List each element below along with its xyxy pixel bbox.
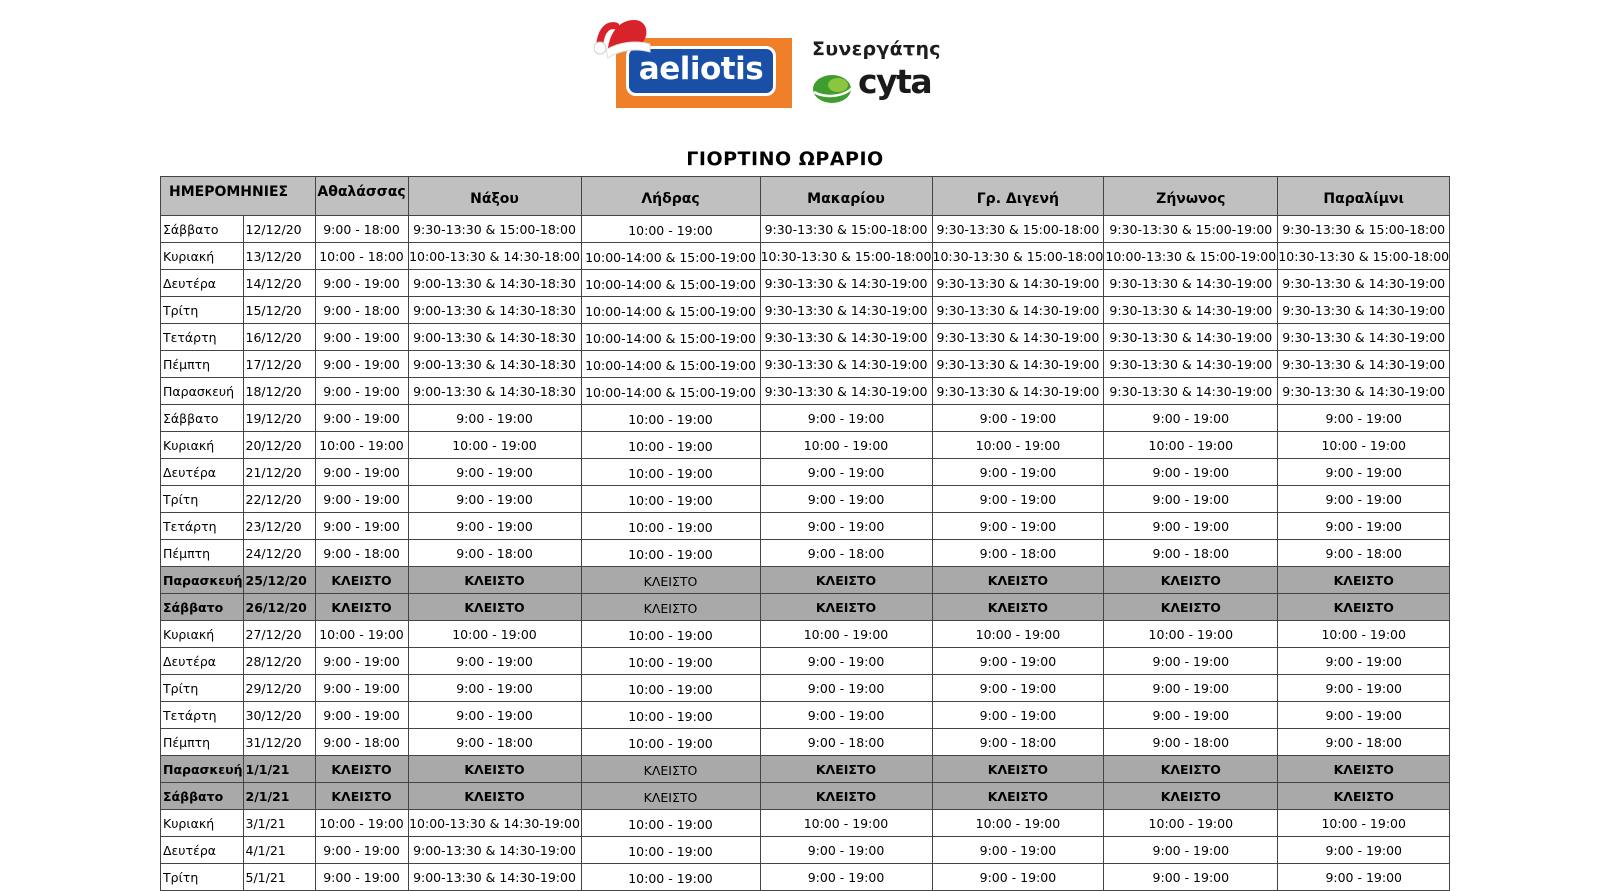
store-hours-cell: 9:00 - 19:00 — [1104, 405, 1278, 432]
table-row — [161, 324, 1450, 351]
row-date: 5/1/21 — [243, 864, 315, 891]
row-date: 3/1/21 — [243, 810, 315, 837]
store-hours-cell: 9:30-13:30 & 14:30-19:00 — [1104, 351, 1278, 378]
store-hours-cell: 9:30-13:30 & 15:00-18:00 — [408, 216, 581, 243]
store-hours-cell: 9:00-13:30 & 14:30-19:00 — [408, 837, 581, 864]
store-hours-cell: 10:00 - 19:00 — [581, 675, 760, 702]
row-day: Δευτέρα — [161, 837, 244, 864]
store-hours-cell: 9:30-13:30 & 14:30-19:00 — [1278, 297, 1450, 324]
row-day: Τρίτη — [161, 297, 244, 324]
store-hours-cell: 10:30-13:30 & 15:00-18:00 — [932, 243, 1104, 270]
table-row — [161, 783, 1450, 810]
store-hours-cell: 9:30-13:30 & 14:30-19:00 — [760, 297, 932, 324]
header-store: Μακαρίου — [760, 177, 932, 216]
row-date: 4/1/21 — [243, 837, 315, 864]
row-day: Κυριακή — [161, 621, 244, 648]
header-dates: ΗΜΕΡΟΜΗΝΙΕΣ — [161, 177, 316, 216]
store-hours-cell: 9:30-13:30 & 14:30-19:00 — [932, 351, 1104, 378]
store-hours-cell: 9:00-13:30 & 14:30-18:30 — [408, 351, 581, 378]
store-hours-cell: 9:00 - 19:00 — [1278, 513, 1450, 540]
store-hours-cell: 9:00 - 19:00 — [1278, 486, 1450, 513]
store-hours-cell: 10:00 - 19:00 — [581, 432, 760, 459]
row-date: 31/12/20 — [243, 729, 315, 756]
store-hours-cell: 10:00 - 19:00 — [581, 486, 760, 513]
table-row — [161, 756, 1450, 783]
store-hours-cell: ΚΛΕΙΣΤΟ — [1278, 594, 1450, 621]
table-row — [161, 432, 1450, 459]
store-hours-cell: 10:00 - 19:00 — [581, 459, 760, 486]
row-date: 23/12/20 — [243, 513, 315, 540]
schedule-body — [161, 216, 1450, 891]
table-row — [161, 513, 1450, 540]
store-hours-cell: 9:00 - 19:00 — [1104, 513, 1278, 540]
store-hours-cell: 9:00 - 19:00 — [760, 405, 932, 432]
store-hours-cell: 9:00 - 19:00 — [760, 648, 932, 675]
row-date: 1/1/21 — [243, 756, 315, 783]
store-hours-cell: 9:00 - 19:00 — [408, 675, 581, 702]
header-store: Παραλίμνι — [1278, 177, 1450, 216]
store-hours-cell: 10:00 - 19:00 — [760, 810, 932, 837]
row-date: 19/12/20 — [243, 405, 315, 432]
row-day: Τετάρτη — [161, 324, 244, 351]
store-hours-cell: 9:00 - 18:00 — [1278, 729, 1450, 756]
row-day: Δευτέρα — [161, 270, 244, 297]
header-store: Αθαλάσσας — [315, 177, 408, 216]
row-day: Παρασκευή — [161, 378, 244, 405]
store-hours-cell: ΚΛΕΙΣΤΟ — [315, 756, 408, 783]
cyta-globe-icon — [810, 68, 858, 108]
row-day: Τρίτη — [161, 675, 244, 702]
store-hours-cell: 10:00 - 19:00 — [1278, 810, 1450, 837]
store-hours-cell: 9:30-13:30 & 14:30-19:00 — [1104, 324, 1278, 351]
store-hours-cell: 9:00-13:30 & 14:30-18:30 — [408, 297, 581, 324]
store-hours-cell: 9:00 - 19:00 — [932, 864, 1104, 891]
store-hours-cell: 9:00 - 19:00 — [1104, 702, 1278, 729]
store-hours-cell: 9:00 - 19:00 — [408, 405, 581, 432]
row-day: Σάββατο — [161, 594, 244, 621]
cyta-logo — [810, 62, 940, 108]
store-hours-cell: 9:00 - 19:00 — [1104, 837, 1278, 864]
store-hours-cell: ΚΛΕΙΣΤΟ — [932, 567, 1104, 594]
store-hours-cell: 9:30-13:30 & 14:30-19:00 — [760, 324, 932, 351]
row-date: 30/12/20 — [243, 702, 315, 729]
store-hours-cell: 9:30-13:30 & 14:30-19:00 — [1278, 270, 1450, 297]
store-hours-cell: 9:00 - 19:00 — [315, 837, 408, 864]
store-hours-cell: 9:00 - 19:00 — [315, 405, 408, 432]
store-hours-cell: ΚΛΕΙΣΤΟ — [408, 567, 581, 594]
store-hours-cell: 10:00 - 19:00 — [315, 810, 408, 837]
store-hours-cell: 9:30-13:30 & 14:30-19:00 — [760, 270, 932, 297]
store-hours-cell: 9:00 - 19:00 — [408, 648, 581, 675]
store-hours-cell: 9:00 - 19:00 — [1278, 459, 1450, 486]
store-hours-cell: 10:00 - 19:00 — [408, 621, 581, 648]
store-hours-cell: 9:00 - 19:00 — [408, 702, 581, 729]
holiday-schedule-table — [160, 176, 1450, 891]
store-hours-cell: 9:30-13:30 & 14:30-19:00 — [760, 351, 932, 378]
store-hours-cell: 9:30-13:30 & 15:00-18:00 — [1278, 216, 1450, 243]
store-hours-cell: 9:00 - 19:00 — [408, 486, 581, 513]
store-hours-cell: ΚΛΕΙΣΤΟ — [315, 783, 408, 810]
row-day: Πέμπτη — [161, 351, 244, 378]
table-row — [161, 405, 1450, 432]
store-hours-cell: 9:00 - 19:00 — [408, 513, 581, 540]
page-title-text: ΓΙΟΡΤΙΝΟ ΩΡΑΡΙΟ — [686, 148, 884, 170]
logo-area — [594, 8, 954, 112]
store-hours-cell: 10:00-14:00 & 15:00-19:00 — [581, 351, 760, 378]
store-hours-cell: ΚΛΕΙΣΤΟ — [1104, 756, 1278, 783]
store-hours-cell: 9:00 - 19:00 — [1278, 702, 1450, 729]
store-hours-cell: 10:00 - 19:00 — [408, 432, 581, 459]
store-hours-cell: 9:00 - 19:00 — [932, 837, 1104, 864]
row-date: 2/1/21 — [243, 783, 315, 810]
store-hours-cell: ΚΛΕΙΣΤΟ — [581, 594, 760, 621]
store-hours-cell: 9:00 - 19:00 — [315, 513, 408, 540]
store-hours-cell: 9:00 - 19:00 — [760, 459, 932, 486]
row-date: 28/12/20 — [243, 648, 315, 675]
row-day: Τρίτη — [161, 864, 244, 891]
header-store: Ζήνωνος — [1104, 177, 1278, 216]
santa-hat-icon — [594, 8, 654, 68]
store-hours-cell: ΚΛΕΙΣΤΟ — [760, 756, 932, 783]
store-hours-cell: 10:00-14:00 & 15:00-19:00 — [581, 378, 760, 405]
store-hours-cell: 10:00 - 19:00 — [581, 729, 760, 756]
row-date: 15/12/20 — [243, 297, 315, 324]
store-hours-cell: 9:00 - 19:00 — [315, 702, 408, 729]
store-hours-cell: ΚΛΕΙΣΤΟ — [1104, 567, 1278, 594]
store-hours-cell: 9:30-13:30 & 14:30-19:00 — [932, 324, 1104, 351]
partner-label: Συνεργάτης — [812, 38, 941, 60]
store-hours-cell: 9:00 - 19:00 — [315, 351, 408, 378]
store-hours-cell: 9:00-13:30 & 14:30-18:30 — [408, 324, 581, 351]
store-hours-cell: 9:00 - 18:00 — [315, 297, 408, 324]
row-date: 21/12/20 — [243, 459, 315, 486]
store-hours-cell: 9:00 - 18:00 — [408, 540, 581, 567]
store-hours-cell: 9:00 - 19:00 — [1278, 405, 1450, 432]
store-hours-cell: ΚΛΕΙΣΤΟ — [408, 783, 581, 810]
store-hours-cell: 10:00 - 19:00 — [1104, 432, 1278, 459]
store-hours-cell: 10:00 - 19:00 — [315, 621, 408, 648]
store-hours-cell: 9:00 - 19:00 — [315, 270, 408, 297]
store-hours-cell: ΚΛΕΙΣΤΟ — [315, 567, 408, 594]
table-row — [161, 297, 1450, 324]
row-day: Σάββατο — [161, 783, 244, 810]
header-store: Νάξου — [408, 177, 581, 216]
store-hours-cell: 9:30-13:30 & 14:30-19:00 — [1104, 378, 1278, 405]
store-hours-cell: 9:00 - 19:00 — [1104, 675, 1278, 702]
store-hours-cell: ΚΛΕΙΣΤΟ — [760, 567, 932, 594]
store-hours-cell: 9:00-13:30 & 14:30-18:30 — [408, 270, 581, 297]
store-hours-cell: ΚΛΕΙΣΤΟ — [1278, 783, 1450, 810]
row-date: 20/12/20 — [243, 432, 315, 459]
store-hours-cell: 10:00 - 19:00 — [581, 648, 760, 675]
table-row — [161, 594, 1450, 621]
store-hours-cell: 10:00 - 19:00 — [581, 864, 760, 891]
store-hours-cell: 10:00-14:00 & 15:00-19:00 — [581, 270, 760, 297]
store-hours-cell: ΚΛΕΙΣΤΟ — [581, 756, 760, 783]
store-hours-cell: 9:30-13:30 & 14:30-19:00 — [1104, 270, 1278, 297]
store-hours-cell: 9:00 - 19:00 — [760, 864, 932, 891]
table-row — [161, 351, 1450, 378]
store-hours-cell: 9:00 - 18:00 — [932, 540, 1104, 567]
row-day: Παρασκευή — [161, 567, 244, 594]
table-row — [161, 810, 1450, 837]
table-header-row — [161, 177, 1450, 216]
store-hours-cell: 9:00 - 19:00 — [315, 648, 408, 675]
row-date: 24/12/20 — [243, 540, 315, 567]
store-hours-cell: 10:00 - 19:00 — [1104, 810, 1278, 837]
store-hours-cell: 9:00 - 19:00 — [1278, 675, 1450, 702]
store-hours-cell: 9:00 - 19:00 — [315, 864, 408, 891]
table-row — [161, 270, 1450, 297]
row-date: 12/12/20 — [243, 216, 315, 243]
store-hours-cell: 9:00 - 19:00 — [315, 486, 408, 513]
store-hours-cell: 9:00 - 19:00 — [932, 405, 1104, 432]
row-date: 26/12/20 — [243, 594, 315, 621]
row-date: 18/12/20 — [243, 378, 315, 405]
store-hours-cell: 10:00 - 18:00 — [315, 243, 408, 270]
store-hours-cell: 9:00 - 19:00 — [1104, 486, 1278, 513]
cyta-logo-text: cyta — [858, 62, 932, 101]
store-hours-cell: 10:00 - 19:00 — [581, 540, 760, 567]
store-hours-cell: ΚΛΕΙΣΤΟ — [1278, 756, 1450, 783]
store-hours-cell: 9:30-13:30 & 15:00-19:00 — [1104, 216, 1278, 243]
store-hours-cell: 10:00 - 19:00 — [581, 837, 760, 864]
table-row — [161, 621, 1450, 648]
row-day: Πέμπτη — [161, 729, 244, 756]
table-row — [161, 459, 1450, 486]
table-row — [161, 729, 1450, 756]
store-hours-cell: 9:30-13:30 & 15:00-18:00 — [760, 216, 932, 243]
store-hours-cell: 9:30-13:30 & 14:30-19:00 — [932, 297, 1104, 324]
row-day: Τετάρτη — [161, 702, 244, 729]
store-hours-cell: 10:00-14:00 & 15:00-19:00 — [581, 243, 760, 270]
store-hours-cell: ΚΛΕΙΣΤΟ — [408, 594, 581, 621]
store-hours-cell: 9:00 - 18:00 — [1278, 540, 1450, 567]
row-date: 27/12/20 — [243, 621, 315, 648]
store-hours-cell: 9:00 - 19:00 — [315, 459, 408, 486]
store-hours-cell: 9:00 - 19:00 — [1104, 648, 1278, 675]
header-store: Γρ. Διγενή — [932, 177, 1104, 216]
store-hours-cell: 9:30-13:30 & 14:30-19:00 — [760, 378, 932, 405]
row-day: Πέμπτη — [161, 540, 244, 567]
table-row — [161, 486, 1450, 513]
row-date: 25/12/20 — [243, 567, 315, 594]
store-hours-cell: 9:00 - 19:00 — [1278, 837, 1450, 864]
store-hours-cell: 9:00 - 19:00 — [760, 486, 932, 513]
store-hours-cell: 9:00 - 19:00 — [932, 675, 1104, 702]
store-hours-cell: 9:30-13:30 & 14:30-19:00 — [932, 378, 1104, 405]
store-hours-cell: 9:30-13:30 & 14:30-19:00 — [932, 270, 1104, 297]
aeliotis-logo-text: aeliotis — [638, 51, 764, 87]
store-hours-cell: 9:00 - 19:00 — [760, 702, 932, 729]
store-hours-cell: 9:00 - 18:00 — [1104, 729, 1278, 756]
store-hours-cell: 9:30-13:30 & 14:30-19:00 — [1278, 351, 1450, 378]
store-hours-cell: 9:00 - 18:00 — [1104, 540, 1278, 567]
store-hours-cell: 9:00-13:30 & 14:30-19:00 — [408, 864, 581, 891]
table-row — [161, 567, 1450, 594]
store-hours-cell: 10:00 - 19:00 — [760, 432, 932, 459]
store-hours-cell: 9:00 - 18:00 — [315, 540, 408, 567]
row-date: 13/12/20 — [243, 243, 315, 270]
store-hours-cell: 9:00 - 19:00 — [932, 486, 1104, 513]
store-hours-cell: ΚΛΕΙΣΤΟ — [1104, 783, 1278, 810]
row-day: Παρασκευή — [161, 756, 244, 783]
store-hours-cell: 9:00 - 19:00 — [932, 513, 1104, 540]
store-hours-cell: 10:00 - 19:00 — [581, 216, 760, 243]
store-hours-cell: 10:00 - 19:00 — [932, 810, 1104, 837]
store-hours-cell: 9:00 - 18:00 — [408, 729, 581, 756]
table-row — [161, 864, 1450, 891]
row-day: Τετάρτη — [161, 513, 244, 540]
store-hours-cell: 10:00 - 19:00 — [932, 621, 1104, 648]
store-hours-cell: 9:00 - 19:00 — [1104, 864, 1278, 891]
store-hours-cell: 10:00 - 19:00 — [581, 513, 760, 540]
store-hours-cell: ΚΛΕΙΣΤΟ — [581, 783, 760, 810]
store-hours-cell: ΚΛΕΙΣΤΟ — [760, 594, 932, 621]
store-hours-cell: 9:00 - 19:00 — [932, 648, 1104, 675]
row-date: 16/12/20 — [243, 324, 315, 351]
store-hours-cell: 10:00-14:00 & 15:00-19:00 — [581, 297, 760, 324]
store-hours-cell: 9:00 - 18:00 — [760, 540, 932, 567]
store-hours-cell: 10:00 - 19:00 — [932, 432, 1104, 459]
row-day: Κυριακή — [161, 243, 244, 270]
store-hours-cell: 10:00-13:30 & 15:00-19:00 — [1104, 243, 1278, 270]
store-hours-cell: 9:00 - 18:00 — [760, 729, 932, 756]
store-hours-cell: 9:00 - 19:00 — [315, 675, 408, 702]
store-hours-cell: 9:00 - 19:00 — [408, 459, 581, 486]
row-date: 29/12/20 — [243, 675, 315, 702]
row-day: Δευτέρα — [161, 648, 244, 675]
store-hours-cell: 10:00 - 19:00 — [1278, 621, 1450, 648]
table-row — [161, 837, 1450, 864]
store-hours-cell: ΚΛΕΙΣΤΟ — [1278, 567, 1450, 594]
store-hours-cell: 10:00 - 19:00 — [760, 621, 932, 648]
row-date: 22/12/20 — [243, 486, 315, 513]
store-hours-cell: 9:00 - 19:00 — [1104, 459, 1278, 486]
row-date: 14/12/20 — [243, 270, 315, 297]
store-hours-cell: ΚΛΕΙΣΤΟ — [760, 783, 932, 810]
row-day: Σάββατο — [161, 405, 244, 432]
store-hours-cell: 10:00 - 19:00 — [1104, 621, 1278, 648]
store-hours-cell: ΚΛΕΙΣΤΟ — [932, 594, 1104, 621]
store-hours-cell: 9:00 - 19:00 — [932, 702, 1104, 729]
store-hours-cell: 9:00 - 19:00 — [760, 513, 932, 540]
table-row — [161, 702, 1450, 729]
store-hours-cell: ΚΛΕΙΣΤΟ — [1104, 594, 1278, 621]
table-row — [161, 648, 1450, 675]
store-hours-cell: 9:30-13:30 & 14:30-19:00 — [1278, 378, 1450, 405]
store-hours-cell: 10:00 - 19:00 — [315, 432, 408, 459]
store-hours-cell: 9:00 - 19:00 — [760, 837, 932, 864]
table-row — [161, 540, 1450, 567]
row-day: Κυριακή — [161, 432, 244, 459]
store-hours-cell: 10:00-13:30 & 14:30-19:00 — [408, 810, 581, 837]
row-day: Τρίτη — [161, 486, 244, 513]
store-hours-cell: 10:00 - 19:00 — [581, 405, 760, 432]
store-hours-cell: 10:30-13:30 & 15:00-18:00 — [760, 243, 932, 270]
store-hours-cell: 9:00 - 19:00 — [760, 675, 932, 702]
store-hours-cell: 10:00 - 19:00 — [1278, 432, 1450, 459]
store-hours-cell: 10:00 - 19:00 — [581, 810, 760, 837]
table-row — [161, 243, 1450, 270]
store-hours-cell: 9:00 - 19:00 — [1278, 648, 1450, 675]
store-hours-cell: ΚΛΕΙΣΤΟ — [315, 594, 408, 621]
store-hours-cell: 9:30-13:30 & 14:30-19:00 — [1104, 297, 1278, 324]
store-hours-cell: 10:00-14:00 & 15:00-19:00 — [581, 324, 760, 351]
store-hours-cell: 9:00 - 19:00 — [1278, 864, 1450, 891]
table-row — [161, 216, 1450, 243]
row-day: Κυριακή — [161, 810, 244, 837]
store-hours-cell: 10:00 - 19:00 — [581, 621, 760, 648]
store-hours-cell: 9:30-13:30 & 14:30-19:00 — [1278, 324, 1450, 351]
store-hours-cell: 9:00-13:30 & 14:30-18:30 — [408, 378, 581, 405]
header-store: Λήδρας — [581, 177, 760, 216]
table-row — [161, 675, 1450, 702]
row-day: Σάββατο — [161, 216, 244, 243]
store-hours-cell: 9:00 - 18:00 — [315, 729, 408, 756]
store-hours-cell: 9:30-13:30 & 15:00-18:00 — [932, 216, 1104, 243]
row-day: Δευτέρα — [161, 459, 244, 486]
store-hours-cell: 10:30-13:30 & 15:00-18:00 — [1278, 243, 1450, 270]
store-hours-cell: 9:00 - 18:00 — [932, 729, 1104, 756]
store-hours-cell: 10:00-13:30 & 14:30-18:00 — [408, 243, 581, 270]
store-hours-cell: ΚΛΕΙΣΤΟ — [408, 756, 581, 783]
store-hours-cell: 9:00 - 18:00 — [315, 216, 408, 243]
page-title — [0, 148, 1604, 170]
store-hours-cell: 9:00 - 19:00 — [315, 324, 408, 351]
store-hours-cell: ΚΛΕΙΣΤΟ — [932, 783, 1104, 810]
store-hours-cell: 9:00 - 19:00 — [315, 378, 408, 405]
store-hours-cell: 10:00 - 19:00 — [581, 702, 760, 729]
row-date: 17/12/20 — [243, 351, 315, 378]
store-hours-cell: 9:00 - 19:00 — [932, 459, 1104, 486]
store-hours-cell: ΚΛΕΙΣΤΟ — [932, 756, 1104, 783]
store-hours-cell: ΚΛΕΙΣΤΟ — [581, 567, 760, 594]
table-row — [161, 378, 1450, 405]
